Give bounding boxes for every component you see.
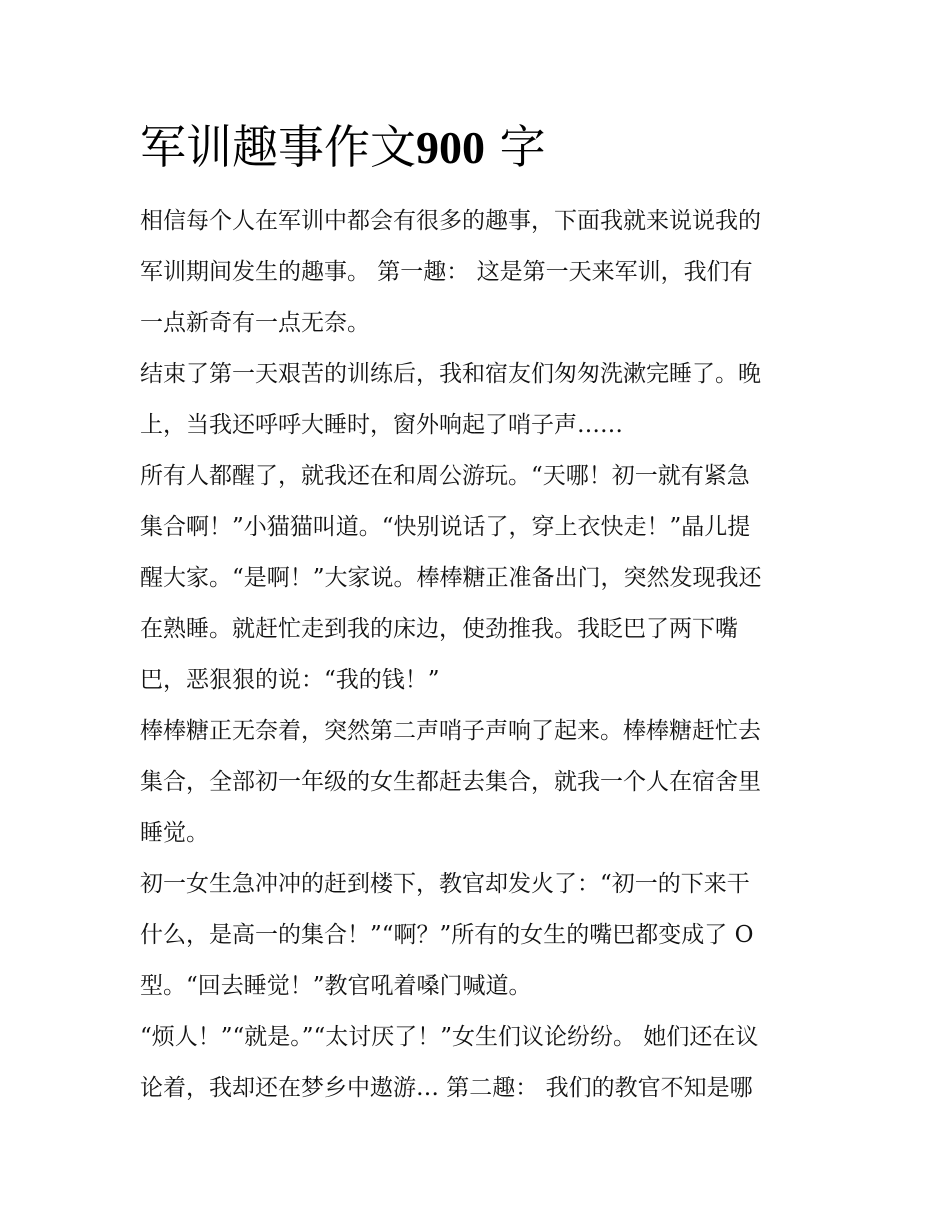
text-line: 型。“回去睡觉！”教官吼着嗓门喊道。 [140,973,532,999]
document-title [140,112,546,183]
text-line: 初一女生急冲冲的赶到楼下，教官却发火了：“初一的下来干 [140,871,750,897]
text-line: 集合，全部初一年级的女生都赶去集合，就我一个人在宿舍里 [140,769,761,795]
text-line: 上，当我还呼呼大睡时，窗外响起了哨子声…… [140,412,623,438]
text-line: 军训期间发生的趣事。 第一趣： 这是第一天来军训，我们有 [140,259,753,285]
text-line: 结束了第一天艰苦的训练后，我和宿友们匆匆洗漱完睡了。晚 [140,361,761,387]
text-line: 棒棒糖正无奈着，突然第二声哨子声响了起来。棒棒糖赶忙去 [140,718,761,744]
text-line: 相信每个人在军训中都会有很多的趣事，下面我就来说说我的 [140,208,761,234]
text-line: 巴，恶狠狠的说：“我的钱！” [140,667,440,693]
text-line: 一点新奇有一点无奈。 [140,310,370,336]
text-line: 在熟睡。就赶忙走到我的床边，使劲推我。我眨巴了两下嘴 [140,616,738,642]
title-prefix: 军训趣事作文 [140,120,416,174]
text-line: “烦人！”“就是。”“太讨厌了！”女生们议论纷纷。 她们还在议 [140,1024,759,1050]
text-line: 醒大家。“是啊！”大家说。棒棒糖正准备出门，突然发现我还 [140,565,762,591]
text-line: 睡觉。 [140,820,209,846]
title-suffix: 字 [499,120,546,174]
text-line: 论着，我却还在梦乡中遨游… 第二趣： 我们的教官不知是哪 [140,1075,753,1101]
text-line: 集合啊！”小猫猫叫道。“快别说话了，穿上衣快走！”晶儿提 [140,514,751,540]
document-body [140,196,820,1114]
text-line: 什么，是高一的集合！”“啊？”所有的女生的嘴巴都变成了 O [140,922,754,948]
title-number: 900 [416,122,485,173]
text-line: 所有人都醒了，就我还在和周公游玩。“天哪！初一就有紧急 [140,463,750,489]
